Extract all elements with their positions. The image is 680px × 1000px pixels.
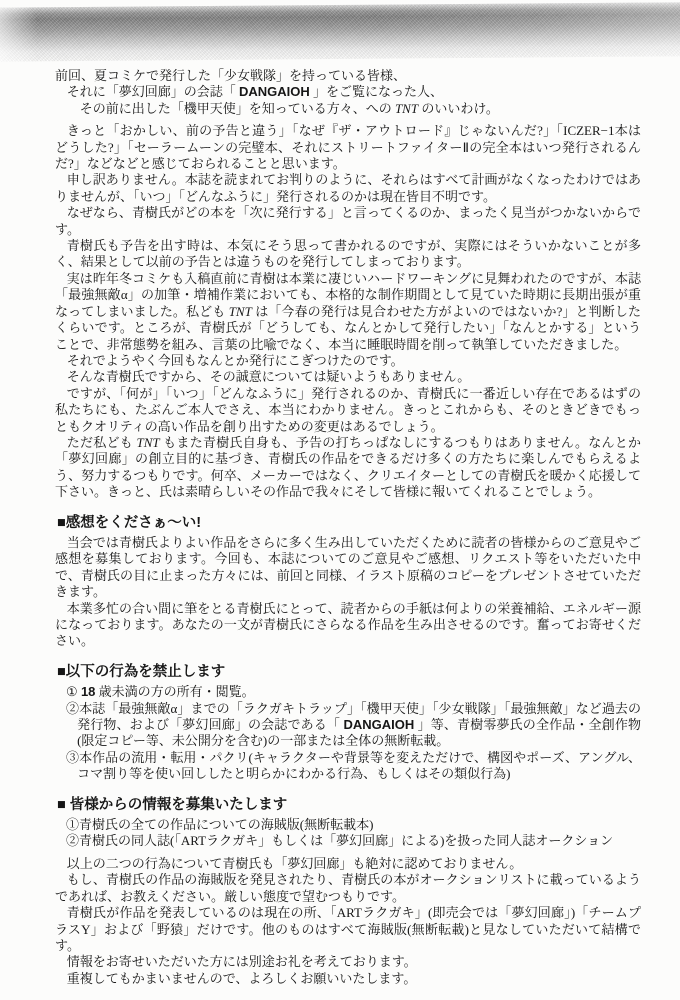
paragraph <box>55 971 641 987</box>
paragraph <box>55 601 641 650</box>
list-item <box>55 833 641 849</box>
text-run: は「今春の発行は見合わせた方がよいのではないか?」と判断したくらいです。ところが、青樹氏が「どうしても、なんとかして発行したい」「なんとかする」ということで、非常態勢を組み、言葉の比喩でなく、本当に睡眠時間を削って執筆していただきました。 <box>55 303 641 352</box>
list-item <box>55 701 641 750</box>
paragraph <box>55 856 641 872</box>
text-run: ②本誌「最強無敵α」までの「ラクガキトラップ」「機甲天使」「少女戦隊」「最強無敵」など過去の発行物、および「夢幻回廊」の会誌である「 <box>66 700 641 733</box>
text-run: 以上の二つの行為について青樹氏も「夢幻回廊」も絶対に認めておりません。 <box>66 855 523 871</box>
spacer <box>55 650 641 656</box>
text-run: 重複してもかまいませんので、よろしくお願いいたします。 <box>66 970 417 986</box>
paragraph <box>55 954 641 970</box>
text-run: ただ私ども <box>66 434 137 450</box>
text-run: ③本作品の流用・転用・パクリ(キャラクターや背景等を変えただけで、構図やポーズ、アングル、コマ割り等を使い回ししたと明らかにわかる行為、もしくはその類似行為) <box>66 749 641 782</box>
text-run: それでようやく今回もなんとか発行にこぎつけたのです。 <box>66 352 404 368</box>
text-run: 情報をお寄せいただいた方には別途お礼を考えております。 <box>66 954 417 970</box>
paragraph <box>55 905 641 954</box>
section-heading <box>55 664 641 680</box>
emphasized-text: TNT <box>136 434 160 450</box>
text-run: 」等、青樹零夢氏の全作品・全創作物(限定コピー等、未公開分を含む)の一部または全体の無断転載。 <box>77 717 641 749</box>
section-heading <box>55 515 641 531</box>
paragraph <box>55 353 641 369</box>
paragraph <box>55 238 641 271</box>
paragraph <box>55 435 641 501</box>
emphasized-text: TNT <box>228 303 252 319</box>
paragraph <box>55 123 641 172</box>
paragraph <box>55 172 641 205</box>
text-run: 本業多忙の合い間に筆をとる青樹氏にとって、読者からの手紙は何よりの栄養補給、エネルギー源になっております。あなたの一文が青樹氏にさらなる作品を生み出させるのです。奮ってお寄せください。 <box>55 600 641 649</box>
paragraph <box>55 872 641 905</box>
scan-shadow-band <box>0 2 680 62</box>
text-run: ですが、「何が」「いつ」「どんなふうに」発行されるのか、青樹氏に一番近しい存在であるはずの私たちにも、たぶんご本人でさえ、本当にわかりません。きっとこれからも、そのときどきでもっともクオリティの高い作品を創り出すための変更はあるでしょう。 <box>55 385 641 434</box>
text-run: 実は昨年冬コミケも入稿直前に青樹は本業に凄じいハードワーキングに見舞われたのですが、本誌「最強無敵α」の加筆・増補作業においても、本格的な制作期間として見ていた時期に長期出張が重なってしまいました。私ども <box>55 270 641 319</box>
text-run: ① <box>66 684 81 700</box>
text-run: そんな青樹氏ですから、その誠意については疑いようもありません。 <box>66 369 471 385</box>
section-heading <box>55 797 641 813</box>
text-run: もまた青樹氏自身も、予告の打ちっぱなしにするつもりはありません。なんとか「夢幻回廊」の創立目的に基づき、青樹氏の作品をできるだけ多くの方たちに楽しんでもらえるよう、努力するつもりです。何卒、メーカーではなく、クリエイターとしての青樹氏を暖かく応援して下さい。きっと、氏は素晴らしいその作品で我々にそして皆様に報いてくれることでしょう。 <box>55 434 641 500</box>
text-run: 申し訳ありません。本誌を読まれてお判りのように、それらはすべて計画がなくなったわけではありませんが、「いつ」「どんなふうに」発行されるのかは現在皆目不明です。 <box>55 172 641 204</box>
list-item <box>55 684 641 700</box>
text-run: ■ 皆様からの情報を募集いたします <box>57 796 288 813</box>
text-run: もし、青樹氏の作品の海賊版を発見されたり、青樹氏の本がオークションリストに載っているようであれば、お教えください。厳しい態度で望むつもりです。 <box>55 872 641 904</box>
list-item <box>55 817 641 833</box>
text-run: 前回、夏コミケで発行した「少女戦隊」を持っている皆様、 <box>55 68 407 83</box>
document-content <box>55 68 641 987</box>
spacer <box>55 783 641 789</box>
intro-line <box>55 101 641 117</box>
text-run: それに「夢幻回廊」の会誌「 <box>66 84 239 100</box>
text-run: のいいわけ。 <box>418 100 499 116</box>
emphasized-text: DANGAIOH <box>238 84 310 100</box>
text-run: 青樹氏も予告を出す時は、本気にそう思って書かれるのですが、実際にはそういかないことが多く、結果として以前の予告とは違うものを発行してしまっております。 <box>55 238 641 270</box>
paragraph <box>55 205 641 238</box>
intro-line <box>55 68 641 84</box>
text-run: ■以下の行為を禁止します <box>57 663 226 680</box>
emphasized-text: DANGAIOH <box>343 717 415 733</box>
text-run: 」をご覧になった人、 <box>309 84 443 100</box>
emphasized-text: 18 <box>80 684 96 700</box>
text-run: 歳未満の方の所有・閲覧。 <box>95 684 255 700</box>
emphasized-text: TNT <box>394 100 419 116</box>
paragraph <box>55 535 641 601</box>
text-run: きっと「おかしい、前の予告と違う」「なぜ『ザ・アウトロード』じゃないんだ?」「ICZER−1本はどうした?」「セーラームーンの完璧本、それにストリートファイターⅡの完全本はいつ発行されるんだ?」などなどと感じておられることと思います。 <box>55 123 641 172</box>
text-run: その前に出した「機甲天使」を知っている方々、への <box>79 100 395 116</box>
intro-line <box>55 84 641 100</box>
text-run: 青樹氏が作品を発表しているのは現在の所、「ARTラクガキ」(即売会では「夢幻回廊」)「チームプラスY」および「野猿」だけです。他のものはすべて海賊版(無断転載)と見なしていただいて結構です。 <box>55 905 641 953</box>
text-run: ■感想をくださぁ〜い! <box>57 514 202 531</box>
text-run: なぜなら、青樹氏がどの本を「次に発行する」と言ってくるのか、まったく見当がつかないからです。 <box>55 205 641 237</box>
text-run: ①青樹氏の全ての作品についての海賊版(無断転載本) <box>66 817 374 833</box>
text-run: 当会では青樹氏よりよい作品をさらに多く生み出していただくために読者の皆様からのご意見やご感想を募集しております。今回も、本誌についてのご意見やご感想、リクエスト等をいただいた中で、青樹氏の目に止まった方々には、前回と同様、イラスト原稿のコピーをプレゼントさせていただきます。 <box>55 534 641 600</box>
list-item <box>55 750 641 783</box>
paragraph <box>55 271 641 353</box>
paragraph <box>55 386 641 435</box>
spacer <box>55 501 641 507</box>
paragraph <box>55 369 641 385</box>
text-run: ②青樹氏の同人誌(「ARTラクガキ」もしくは「夢幻回廊」による)を扱った同人誌オークション <box>66 833 614 849</box>
